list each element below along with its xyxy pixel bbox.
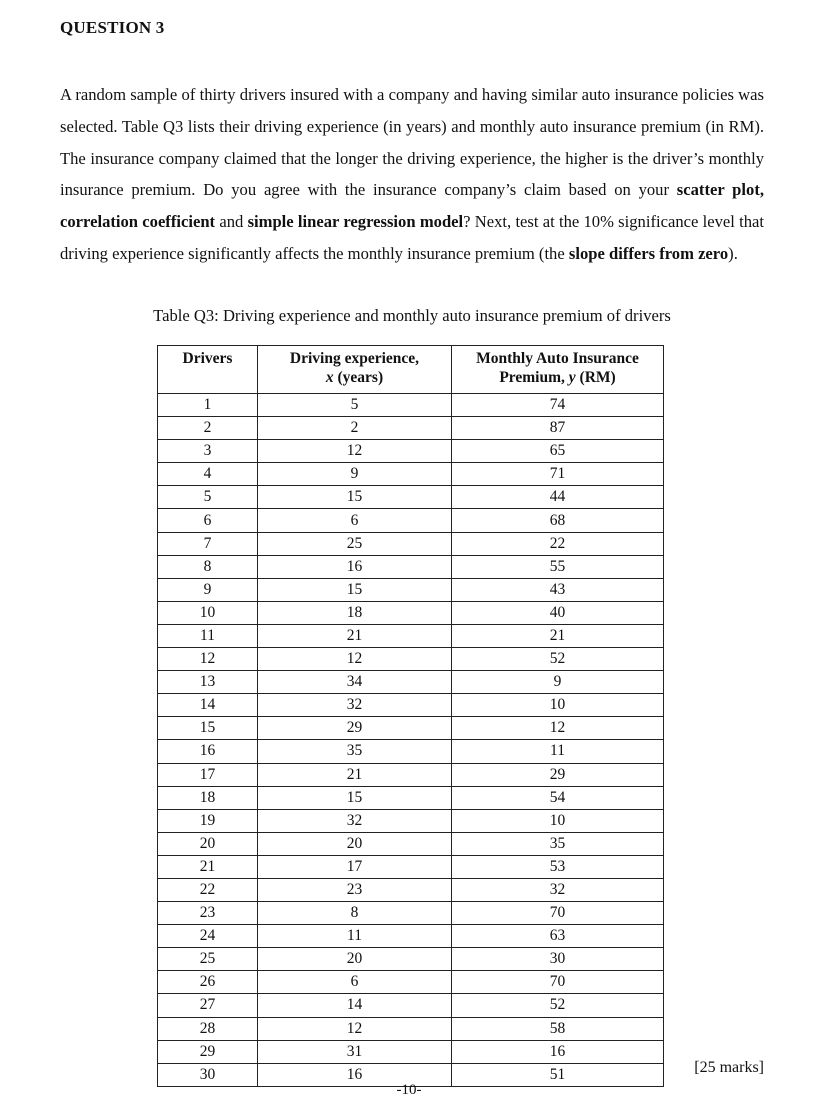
cell-experience: 23 bbox=[258, 878, 452, 901]
cell-experience: 15 bbox=[258, 578, 452, 601]
cell-driver: 14 bbox=[158, 694, 258, 717]
table-row bbox=[158, 878, 664, 901]
header-experience-line1: Driving experience, bbox=[289, 350, 420, 367]
cell-premium: 58 bbox=[452, 1017, 664, 1040]
cell-premium: 43 bbox=[452, 578, 664, 601]
header-premium-line2 bbox=[452, 368, 663, 387]
header-premium-unit: (RM) bbox=[575, 369, 616, 386]
paragraph-text: ? Next, test at the 10% significance level that driving experience significantly affects the monthly insurance premium (the bbox=[60, 212, 764, 263]
cell-experience: 21 bbox=[258, 763, 452, 786]
cell-driver: 10 bbox=[158, 601, 258, 624]
table-row bbox=[158, 648, 664, 671]
table-row bbox=[158, 509, 664, 532]
cell-experience: 16 bbox=[258, 555, 452, 578]
cell-premium: 52 bbox=[452, 994, 664, 1017]
cell-driver: 1 bbox=[158, 394, 258, 417]
cell-driver: 13 bbox=[158, 671, 258, 694]
cell-premium: 29 bbox=[452, 763, 664, 786]
header-premium-prefix: Premium, bbox=[499, 369, 569, 386]
table-row bbox=[158, 463, 664, 486]
cell-premium: 70 bbox=[452, 902, 664, 925]
table-row bbox=[158, 417, 664, 440]
cell-premium: 52 bbox=[452, 648, 664, 671]
cell-experience: 17 bbox=[258, 855, 452, 878]
cell-experience: 18 bbox=[258, 601, 452, 624]
table-row bbox=[158, 925, 664, 948]
cell-experience: 29 bbox=[258, 717, 452, 740]
paragraph-bold-term: simple linear regression model bbox=[247, 212, 464, 232]
paragraph-bold-term: slope differs from zero bbox=[568, 243, 729, 263]
paragraph-bold-term: scatter plot, correlation coefficient bbox=[60, 180, 764, 232]
cell-experience: 11 bbox=[258, 925, 452, 948]
cell-experience: 6 bbox=[258, 509, 452, 532]
cell-driver: 29 bbox=[158, 1040, 258, 1063]
header-premium-line1: Monthly Auto Insurance bbox=[476, 350, 639, 367]
cell-premium: 9 bbox=[452, 671, 664, 694]
table-row bbox=[158, 440, 664, 463]
cell-experience: 15 bbox=[258, 786, 452, 809]
cell-experience: 12 bbox=[258, 648, 452, 671]
cell-driver: 20 bbox=[158, 832, 258, 855]
cell-driver: 2 bbox=[158, 417, 258, 440]
table-row bbox=[158, 532, 664, 555]
question-paragraph bbox=[60, 79, 764, 270]
cell-driver: 19 bbox=[158, 809, 258, 832]
cell-premium: 10 bbox=[452, 694, 664, 717]
header-premium-var: y bbox=[568, 369, 576, 386]
cell-premium: 32 bbox=[452, 878, 664, 901]
marks-label: [25 marks] bbox=[694, 1059, 764, 1076]
cell-premium: 51 bbox=[452, 1063, 664, 1086]
header-drivers bbox=[158, 346, 258, 394]
cell-premium: 35 bbox=[452, 832, 664, 855]
table-row bbox=[158, 717, 664, 740]
table-row bbox=[158, 786, 664, 809]
cell-premium: 40 bbox=[452, 601, 664, 624]
header-drivers-label: Drivers bbox=[182, 350, 233, 367]
cell-experience: 31 bbox=[258, 1040, 452, 1063]
table-row bbox=[158, 1040, 664, 1063]
table-row bbox=[158, 763, 664, 786]
cell-driver: 15 bbox=[158, 717, 258, 740]
cell-premium: 71 bbox=[452, 463, 664, 486]
data-table bbox=[157, 345, 664, 1087]
cell-driver: 17 bbox=[158, 763, 258, 786]
cell-driver: 23 bbox=[158, 902, 258, 925]
paragraph-text: ). bbox=[728, 243, 738, 263]
cell-driver: 28 bbox=[158, 1017, 258, 1040]
cell-driver: 16 bbox=[158, 740, 258, 763]
table-body bbox=[158, 394, 664, 1087]
table-row bbox=[158, 1017, 664, 1040]
table-row bbox=[158, 971, 664, 994]
cell-premium: 10 bbox=[452, 809, 664, 832]
table-row bbox=[158, 948, 664, 971]
table-row bbox=[158, 902, 664, 925]
cell-premium: 55 bbox=[452, 555, 664, 578]
cell-experience: 9 bbox=[258, 463, 452, 486]
paragraph-text: and bbox=[215, 212, 248, 232]
cell-driver: 27 bbox=[158, 994, 258, 1017]
header-experience-unit: (years) bbox=[333, 369, 384, 386]
table-row bbox=[158, 855, 664, 878]
cell-driver: 9 bbox=[158, 578, 258, 601]
header-experience-var: x bbox=[325, 369, 334, 386]
cell-premium: 87 bbox=[452, 417, 664, 440]
cell-experience: 12 bbox=[258, 1017, 452, 1040]
cell-driver: 18 bbox=[158, 786, 258, 809]
table-row bbox=[158, 486, 664, 509]
header-premium bbox=[452, 346, 664, 394]
table-row bbox=[158, 740, 664, 763]
table-row bbox=[158, 555, 664, 578]
cell-premium: 65 bbox=[452, 440, 664, 463]
cell-driver: 11 bbox=[158, 624, 258, 647]
table-row bbox=[158, 624, 664, 647]
cell-experience: 20 bbox=[258, 948, 452, 971]
table-row bbox=[158, 994, 664, 1017]
cell-experience: 20 bbox=[258, 832, 452, 855]
cell-experience: 25 bbox=[258, 532, 452, 555]
cell-premium: 74 bbox=[452, 394, 664, 417]
cell-driver: 24 bbox=[158, 925, 258, 948]
cell-experience: 16 bbox=[258, 1063, 452, 1086]
cell-driver: 7 bbox=[158, 532, 258, 555]
cell-experience: 32 bbox=[258, 694, 452, 717]
table-row bbox=[158, 394, 664, 417]
cell-premium: 30 bbox=[452, 948, 664, 971]
table-row bbox=[158, 832, 664, 855]
cell-driver: 8 bbox=[158, 555, 258, 578]
paragraph-text: A random sample of thirty drivers insured with a company and having similar auto insurance policies was selected. Table Q3 lists their driving experience (in years) and monthly auto insurance premium (in RM). The insurance company claimed that the longer the driving experience, the higher is the driver’s monthly insurance premium. Do you agree with the insurance company’s claim based on your bbox=[60, 85, 764, 200]
table-row bbox=[158, 809, 664, 832]
table-row bbox=[158, 578, 664, 601]
cell-experience: 5 bbox=[258, 394, 452, 417]
table-caption: Table Q3: Driving experience and monthly auto insurance premium of drivers bbox=[153, 306, 671, 325]
cell-premium: 68 bbox=[452, 509, 664, 532]
table-header-row bbox=[158, 346, 664, 394]
cell-experience: 14 bbox=[258, 994, 452, 1017]
cell-driver: 4 bbox=[158, 463, 258, 486]
cell-premium: 16 bbox=[452, 1040, 664, 1063]
cell-experience: 8 bbox=[258, 902, 452, 925]
cell-premium: 11 bbox=[452, 740, 664, 763]
cell-driver: 26 bbox=[158, 971, 258, 994]
cell-driver: 12 bbox=[158, 648, 258, 671]
cell-driver: 6 bbox=[158, 509, 258, 532]
cell-premium: 54 bbox=[452, 786, 664, 809]
cell-driver: 3 bbox=[158, 440, 258, 463]
cell-premium: 63 bbox=[452, 925, 664, 948]
table-row bbox=[158, 671, 664, 694]
cell-experience: 21 bbox=[258, 624, 452, 647]
page-number: -10- bbox=[396, 1082, 422, 1098]
header-experience bbox=[258, 346, 452, 394]
table-row bbox=[158, 601, 664, 624]
cell-experience: 34 bbox=[258, 671, 452, 694]
header-experience-line2 bbox=[258, 368, 451, 387]
cell-experience: 32 bbox=[258, 809, 452, 832]
cell-experience: 35 bbox=[258, 740, 452, 763]
cell-experience: 15 bbox=[258, 486, 452, 509]
cell-premium: 21 bbox=[452, 624, 664, 647]
cell-driver: 25 bbox=[158, 948, 258, 971]
cell-driver: 21 bbox=[158, 855, 258, 878]
cell-premium: 44 bbox=[452, 486, 664, 509]
question-heading: QUESTION 3 bbox=[60, 18, 165, 37]
cell-premium: 53 bbox=[452, 855, 664, 878]
cell-experience: 2 bbox=[258, 417, 452, 440]
cell-experience: 6 bbox=[258, 971, 452, 994]
cell-driver: 30 bbox=[158, 1063, 258, 1086]
cell-premium: 70 bbox=[452, 971, 664, 994]
cell-experience: 12 bbox=[258, 440, 452, 463]
cell-driver: 5 bbox=[158, 486, 258, 509]
table-row bbox=[158, 694, 664, 717]
cell-premium: 22 bbox=[452, 532, 664, 555]
cell-driver: 22 bbox=[158, 878, 258, 901]
cell-premium: 12 bbox=[452, 717, 664, 740]
